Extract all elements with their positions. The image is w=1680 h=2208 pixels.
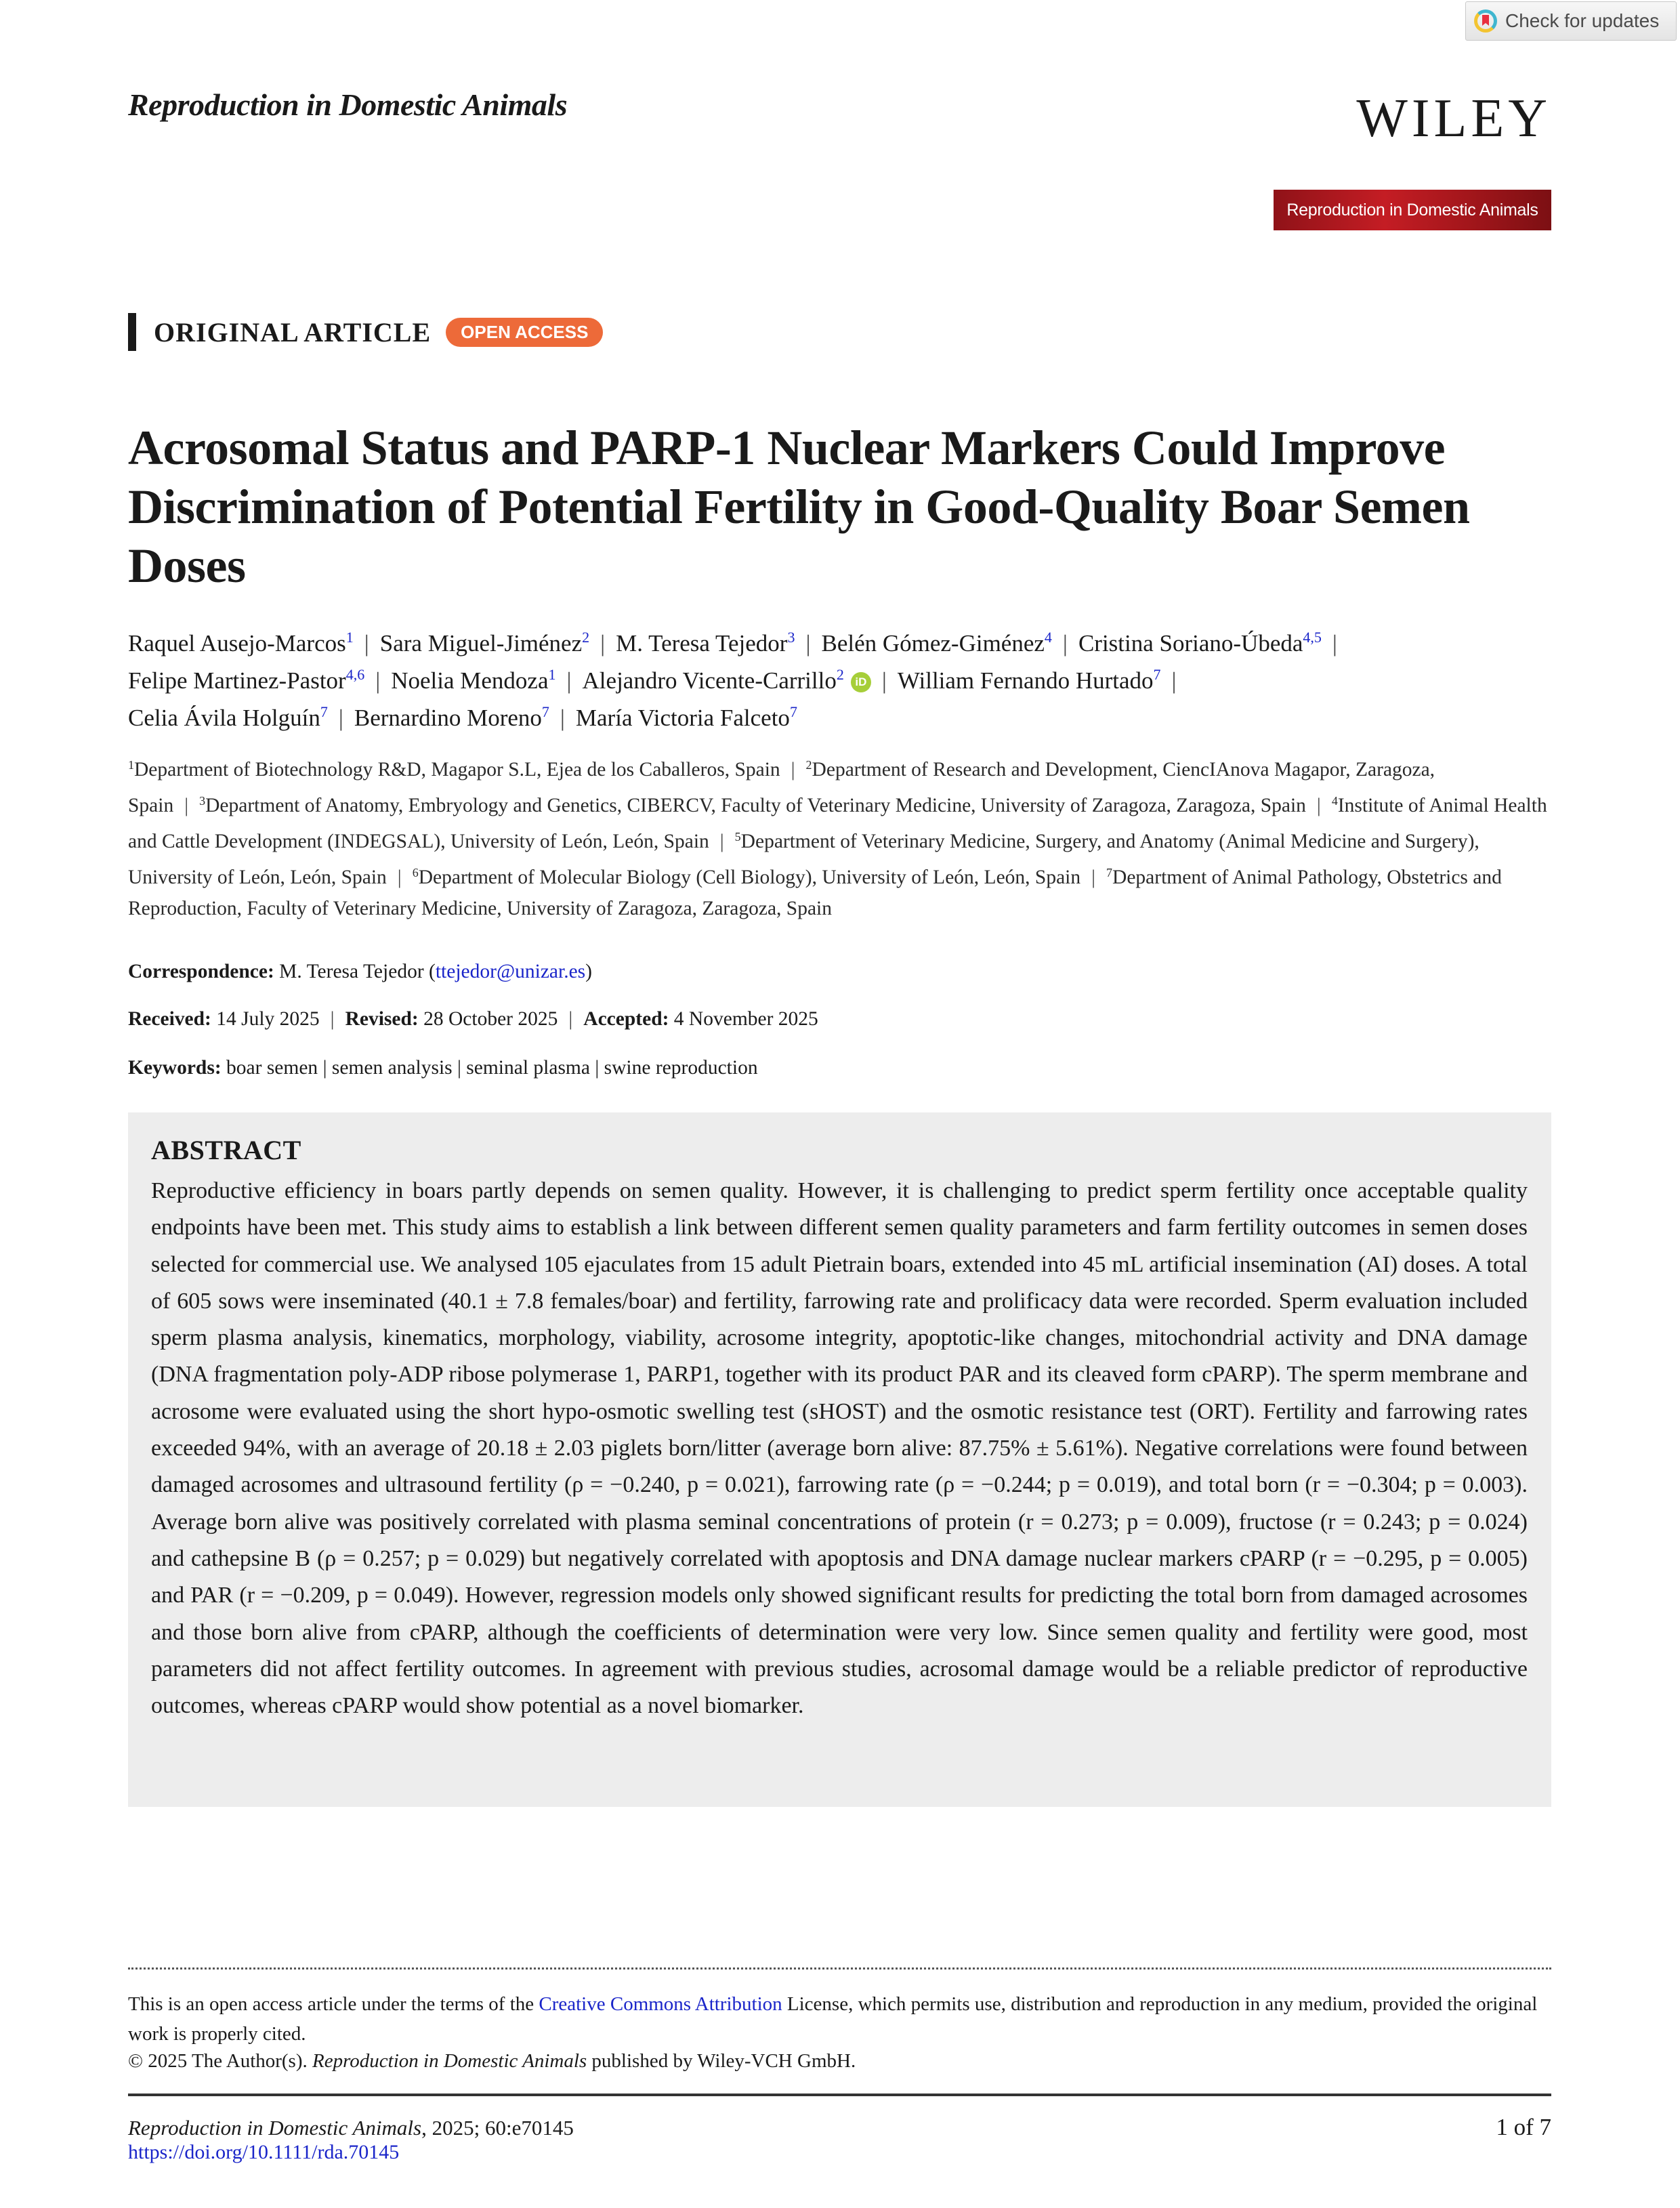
license-text: License, which permits use, distribution and reproduction in any medium, provided the original work is properly cited. bbox=[128, 1993, 1538, 2045]
article-type-label: ORIGINAL ARTICLE bbox=[154, 316, 432, 348]
abstract-text: Reproductive efficiency in boars partly depends on semen quality. However, it is challenging to predict sperm fertility once acceptable quality endpoints have been met. This study aims to establish a link between different semen quality parameters and farm fertility outcomes in semen doses selected for commercial use. We analysed 105 ejaculates from 15 adult Pietrain boars, extended into 45 mL artificial insemination (AI) doses. A total of 605 sows were inseminated (40.1 ± 7.8 females/boar) and fertility, farrowing rate and prolificacy data were recorded. Sperm evaluation included sperm plasma analysis, kinematics, morphology, viability, acrosome integrity, apoptotic-like changes, mitochondrial activity and DNA damage (DNA fragmentation poly-ADP ribose polymerase 1, PARP1, together with its product PAR and its cleaved form cPARP). The sperm membrane and acrosome were evaluated using the short hypo-osmotic swelling test (sHOST) and the osmotic resistance test (ORT). Fertility and farrowing rates exceeded 94%, with an average of 20.18 ± 2.03 piglets born/litter (average born alive: 87.75% ± 5.61%). Negative correlations were found between damaged acrosomes and ultrasound fertility (ρ = −0.240, p = 0.021), farrowing rate (ρ = −0.244; p = 0.019), and total born (r = −0.304; p = 0.003). Average born alive was positively correlated with plasma seminal concentrations of protein (r = 0.273; p = 0.009), fructose (r = 0.243; p = 0.024) and cathepsine B (ρ = 0.257; p = 0.029) but negatively correlated with apoptosis and DNA damage nuclear markers cPARP (r = −0.295, p = 0.005) and PAR (r = −0.209, p = 0.049). However, regression models only showed significant results for predicting the total born from damaged acrosomes and those born alive from cPARP, although the coefficients of determination were very low. Since semen quality and fertility were good, most parameters did not affect fertility outcomes. In agreement with previous studies, acrosomal damage would be a reliable predictor of reproductive outcomes, whereas cPARP would show potential as a novel biomarker. bbox=[151, 1178, 1528, 1719]
crossmark-icon bbox=[1474, 9, 1497, 33]
copyright-notice bbox=[128, 2050, 856, 2072]
author-name[interactable]: María Victoria Falceto bbox=[575, 705, 790, 731]
license-notice bbox=[128, 1989, 1551, 2049]
open-access-badge: OPEN ACCESS bbox=[446, 318, 603, 347]
author-affiliation-ref[interactable]: 7 bbox=[320, 703, 328, 720]
separator: | bbox=[568, 1008, 573, 1030]
author-name[interactable]: Bernardino Moreno bbox=[354, 705, 542, 731]
author-name[interactable]: William Fernando Hurtado bbox=[897, 667, 1154, 694]
separator: | bbox=[1171, 667, 1177, 694]
separator: | bbox=[364, 630, 369, 657]
correspondence-name: M. Teresa Tejedor bbox=[279, 961, 424, 982]
citation-journal: Reproduction in Domestic Animals bbox=[128, 2116, 422, 2140]
author-affiliation-ref[interactable]: 7 bbox=[541, 703, 549, 720]
affiliation: Department of Animal Pathology, Obstetrics and Reproduction, Faculty of Veterinary Medicine, University of Zaragoza, Zaragoza, Spain bbox=[128, 867, 1502, 919]
affiliation: Department of Research and Development, CiencIAnova Magapor, Zaragoza, Spain bbox=[128, 759, 1435, 816]
author-name[interactable]: Sara Miguel-Jiménez bbox=[379, 630, 583, 657]
author-affiliation-ref[interactable]: 7 bbox=[1153, 666, 1161, 683]
author-affiliation-ref[interactable]: 4,5 bbox=[1303, 629, 1322, 646]
author-name[interactable]: Belén Gómez-Giménez bbox=[821, 630, 1045, 657]
keywords-label: Keywords: bbox=[128, 1057, 222, 1079]
author-name[interactable]: Cristina Soriano-Úbeda bbox=[1078, 630, 1303, 657]
abstract-box bbox=[128, 1112, 1551, 1807]
copyright-text: © 2025 The Author(s). bbox=[128, 2050, 313, 2072]
affiliations bbox=[128, 749, 1557, 924]
received-label: Received: bbox=[128, 1008, 211, 1030]
author-name[interactable]: Noelia Mendoza bbox=[391, 667, 549, 694]
keywords: Keywords: boar semen | semen analysis | seminal plasma | swine reproduction bbox=[128, 1057, 758, 1079]
check-for-updates-label: Check for updates bbox=[1505, 10, 1660, 31]
article-dates bbox=[128, 1008, 818, 1030]
wiley-logo: WILEY bbox=[1356, 89, 1551, 148]
author-affiliation-ref[interactable]: 3 bbox=[787, 629, 795, 646]
keyword: semen analysis bbox=[331, 1057, 453, 1079]
affiliation-number: 6 bbox=[412, 866, 419, 879]
revised-label: Revised: bbox=[345, 1008, 419, 1030]
abstract-heading: ABSTRACT bbox=[151, 1135, 301, 1165]
affiliation-number: 1 bbox=[128, 758, 134, 772]
citation-volume: , 2025; 60:e70145 bbox=[421, 2116, 574, 2140]
author-list bbox=[128, 622, 1557, 734]
author-name[interactable]: Felipe Martinez-Pastor bbox=[128, 667, 346, 694]
correspondence: Correspondence: M. Teresa Tejedor (ttejedor@unizar.es) bbox=[128, 961, 592, 982]
separator: | bbox=[1062, 630, 1068, 657]
check-for-updates-button[interactable] bbox=[1465, 1, 1677, 41]
journal-name: Reproduction in Domestic Animals bbox=[128, 87, 568, 122]
separator: | bbox=[330, 1008, 335, 1030]
type-bar-decoration bbox=[128, 313, 136, 351]
license-text: This is an open access article under the terms of the bbox=[128, 1993, 539, 2015]
received-date: 14 July 2025 bbox=[216, 1008, 320, 1030]
article-type bbox=[128, 313, 603, 351]
affiliation: Department of Biotechnology R&D, Magapor S.L, Ejea de los Caballeros, Spain bbox=[134, 759, 780, 780]
copyright-journal: Reproduction in Domestic Animals bbox=[312, 2050, 587, 2072]
footnote-divider bbox=[128, 1967, 1551, 1970]
keyword: seminal plasma bbox=[466, 1057, 590, 1079]
orcid-icon[interactable]: iD bbox=[851, 672, 871, 692]
author-affiliation-ref[interactable]: 2 bbox=[582, 629, 590, 646]
correspondence-email-link[interactable]: ttejedor@unizar.es bbox=[435, 961, 586, 982]
revised-date: 28 October 2025 bbox=[423, 1008, 558, 1030]
keyword: swine reproduction bbox=[604, 1057, 758, 1079]
separator: | bbox=[805, 630, 811, 657]
correspondence-label: Correspondence: bbox=[128, 961, 274, 982]
author-affiliation-ref[interactable]: 7 bbox=[789, 703, 797, 720]
separator: | bbox=[566, 667, 572, 694]
author-name[interactable]: Raquel Ausejo-Marcos bbox=[128, 630, 346, 657]
author-affiliation-ref[interactable]: 1 bbox=[548, 666, 556, 683]
separator: | bbox=[397, 867, 402, 888]
affiliation: Department of Molecular Biology (Cell Biology), University of León, León, Spain bbox=[418, 867, 1081, 888]
affiliation-number: 4 bbox=[1331, 794, 1338, 808]
affiliation-number: 7 bbox=[1106, 866, 1113, 879]
affiliation-number: 5 bbox=[734, 830, 741, 843]
author-name[interactable]: Celia Ávila Holguín bbox=[128, 705, 320, 731]
separator: | bbox=[600, 630, 606, 657]
separator: | bbox=[791, 759, 795, 780]
separator: | bbox=[560, 705, 565, 731]
journal-banner: Reproduction in Domestic Animals bbox=[1274, 190, 1551, 230]
keyword: boar semen bbox=[226, 1057, 318, 1079]
separator: | bbox=[881, 667, 887, 694]
separator: | bbox=[719, 831, 724, 852]
article-title: Acrosomal Status and PARP-1 Nuclear Markers Could Improve Discrimination of Potential Fertility in Good-Quality Boar Semen Doses bbox=[128, 421, 1470, 593]
author-name[interactable]: M. Teresa Tejedor bbox=[616, 630, 788, 657]
copyright-text: published by Wiley-VCH GmbH. bbox=[587, 2050, 856, 2072]
author-name[interactable]: Alejandro Vicente-Carrillo bbox=[582, 667, 837, 694]
separator: | bbox=[1316, 795, 1321, 816]
separator: | bbox=[338, 705, 343, 731]
affiliation-number: 3 bbox=[199, 794, 206, 808]
page-number: 1 of 7 bbox=[1496, 2114, 1551, 2140]
separator: | bbox=[375, 667, 381, 694]
separator: | bbox=[1091, 867, 1096, 888]
affiliation: Department of Veterinary Medicine, Surgery, and Anatomy (Animal Medicine and Surgery), University of León, León, Spain bbox=[128, 831, 1479, 888]
separator: | bbox=[1332, 630, 1337, 657]
affiliation-number: 2 bbox=[805, 758, 812, 772]
author-affiliation-ref[interactable]: 4,6 bbox=[345, 666, 365, 683]
doi-link[interactable]: https://doi.org/10.1111/rda.70145 bbox=[128, 2141, 400, 2163]
author-affiliation-ref[interactable]: 4 bbox=[1044, 629, 1052, 646]
footer-citation bbox=[128, 2116, 574, 2140]
author-affiliation-ref[interactable]: 2 bbox=[836, 666, 844, 683]
footer-rule bbox=[128, 2094, 1551, 2096]
author-affiliation-ref[interactable]: 1 bbox=[345, 629, 354, 646]
affiliation: Institute of Animal Health and Cattle Development (INDEGSAL), University of León, León, Spain bbox=[128, 795, 1547, 852]
separator: | bbox=[184, 795, 189, 816]
creative-commons-link[interactable]: Creative Commons Attribution bbox=[539, 1993, 782, 2015]
affiliation: Department of Anatomy, Embryology and Genetics, CIBERCV, Faculty of Veterinary Medicine, University of Zaragoza, Zaragoza, Spain bbox=[205, 795, 1306, 816]
accepted-date: 4 November 2025 bbox=[673, 1008, 818, 1030]
accepted-label: Accepted: bbox=[583, 1008, 669, 1030]
